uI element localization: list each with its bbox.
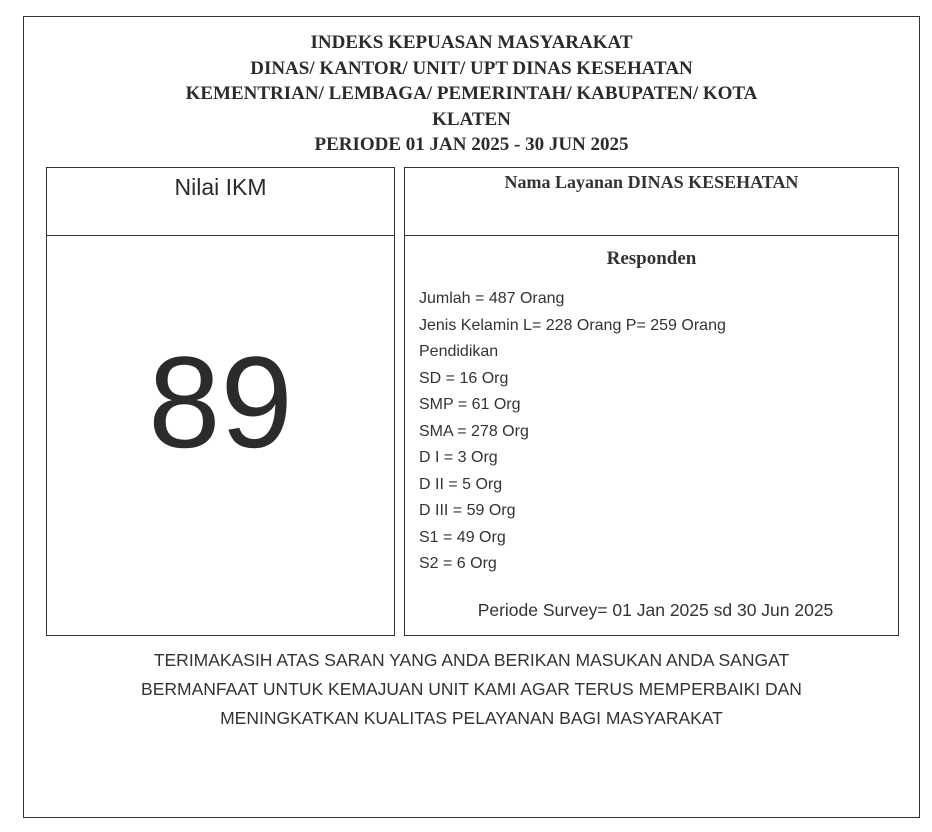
education-sma: SMA = 278 Org bbox=[419, 422, 529, 440]
respondent-total: Jumlah = 487 Orang bbox=[419, 290, 565, 307]
ikm-title: Nilai IKM bbox=[174, 174, 267, 200]
education-s2: S2 = 6 Org bbox=[419, 555, 497, 572]
footer-line: MENINGKATKAN KUALITAS PELAYANAN BAGI MASYARAKAT bbox=[220, 708, 723, 728]
service-name: Nama Layanan DINAS KESEHATAN bbox=[504, 172, 799, 192]
education-d1: D I = 3 Org bbox=[419, 449, 498, 466]
header-title: INDEKS KEPUASAN MASYARAKAT bbox=[310, 32, 633, 53]
respondent-heading: Responden bbox=[606, 248, 697, 269]
ikm-value-panel bbox=[46, 235, 395, 636]
report-header bbox=[23, 30, 920, 158]
footer-line: BERMANFAAT UNTUK KEMAJUAN UNIT KAMI AGAR TERUS MEMPERBAIKI DAN bbox=[141, 679, 802, 699]
education-label: Pendidikan bbox=[419, 343, 499, 360]
education-s1: S1 = 49 Org bbox=[419, 528, 506, 546]
education-sd: SD = 16 Org bbox=[419, 369, 509, 387]
header-agency: DINAS/ KANTOR/ UNIT/ UPT DINAS KESEHATAN bbox=[250, 57, 693, 79]
header-period: PERIODE 01 JAN 2025 - 30 JUN 2025 bbox=[314, 134, 629, 155]
header-government-level: KEMENTRIAN/ LEMBAGA/ PEMERINTAH/ KABUPATEN/ KOTA bbox=[185, 83, 758, 104]
ikm-score: 89 bbox=[148, 329, 293, 475]
header-region: KLATEN bbox=[432, 108, 511, 130]
ikm-title-panel bbox=[46, 167, 395, 236]
education-d3: D III = 59 Org bbox=[419, 502, 516, 519]
footer-line: TERIMAKASIH ATAS SARAN YANG ANDA BERIKAN MASUKAN ANDA SANGAT bbox=[153, 650, 790, 670]
respondent-list bbox=[419, 286, 726, 578]
education-d2: D II = 5 Org bbox=[419, 475, 503, 493]
survey-period: Periode Survey= 01 Jan 2025 sd 30 Jun 2025 bbox=[477, 600, 834, 620]
respondent-gender: Jenis Kelamin L= 228 Orang P= 259 Orang bbox=[419, 316, 726, 334]
education-smp: SMP = 61 Org bbox=[419, 396, 521, 413]
respondent-panel bbox=[404, 235, 899, 636]
thank-you-message bbox=[23, 646, 920, 733]
service-title-panel bbox=[404, 167, 899, 236]
